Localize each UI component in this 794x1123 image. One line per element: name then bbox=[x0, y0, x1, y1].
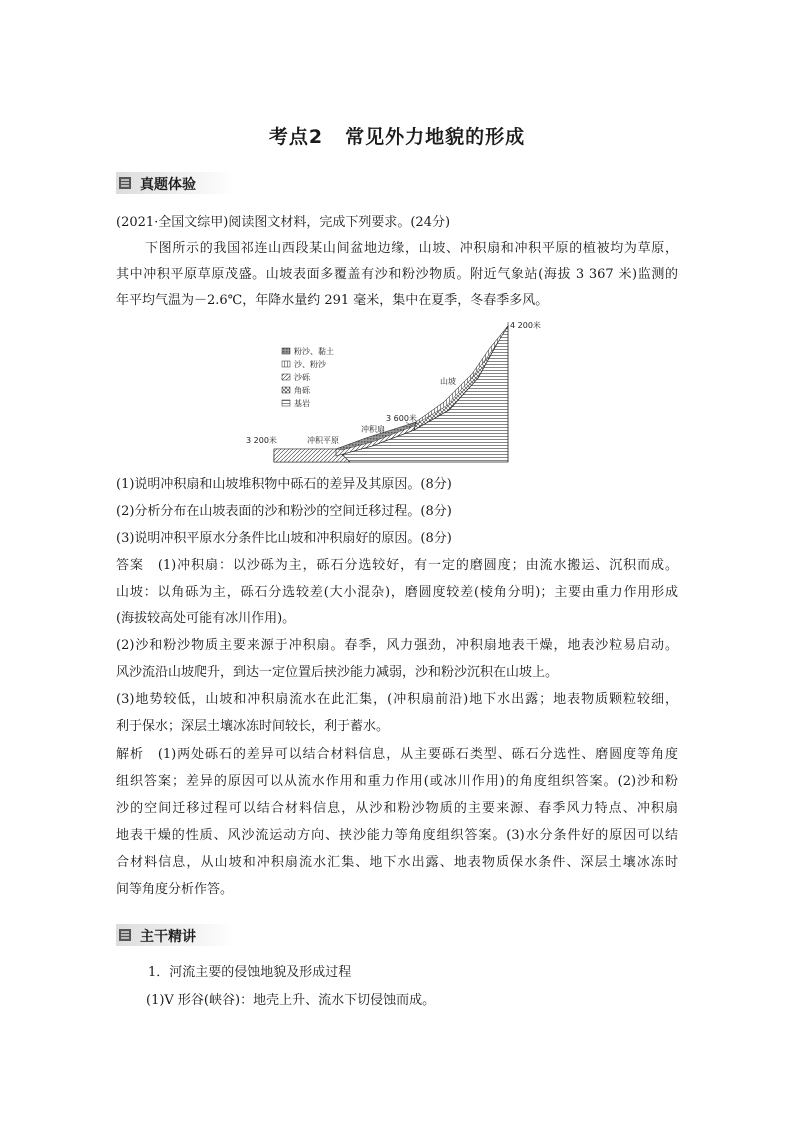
analysis-line: 解析 (1)两处砾石的差异可以结合材料信息，从主要砾石类型、砾石分选性、磨圆度等角度 bbox=[116, 747, 678, 762]
question-item: (3)说明冲积平原水分条件比山坡和冲积扇好的原因。(8分) bbox=[116, 531, 452, 546]
section-list-icon bbox=[119, 177, 131, 189]
material-line: 其中冲积平原草原茂盛。山坡表面多覆盖有沙和粉沙物质。附近气象站(海拔 3 367 米)监测的 bbox=[116, 267, 678, 282]
page-title bbox=[0, 122, 794, 149]
section-list-icon bbox=[119, 929, 131, 941]
answer-line: (海拔较高处可能有冰川作用)。 bbox=[116, 611, 296, 626]
plain-label: 冲积平原 bbox=[307, 436, 339, 445]
legend-item: 沙砾 bbox=[294, 373, 310, 382]
lecture-point: (1)V 形谷(峡谷)：地壳上升、流水下切侵蚀而成。 bbox=[146, 993, 436, 1008]
fan-label: 冲积扇 bbox=[361, 425, 385, 434]
analysis-line: 地表干燥的性质、风沙流运动方向、挟沙能力等角度组织答案。(3)水分条件好的原因可以结 bbox=[116, 828, 678, 843]
top-elevation-label: 4 200米 bbox=[510, 321, 541, 330]
question-source: (2021·全国文综甲)阅读图文材料，完成下列要求。(24分) bbox=[116, 215, 451, 230]
figure-legend bbox=[282, 346, 334, 408]
answer-line: 答案 (1)冲积扇：以沙砾为主，砾石分选较好，有一定的磨圆度；由流水搬运、沉积而成。 bbox=[116, 558, 678, 573]
lecture-heading: 1．河流主要的侵蚀地貌及形成过程 bbox=[148, 965, 352, 980]
legend-item: 基岩 bbox=[294, 399, 310, 408]
slope-label: 山坡 bbox=[440, 377, 456, 386]
landform-profile-diagram bbox=[244, 318, 541, 464]
base-elevation-label: 3 200米 bbox=[246, 436, 277, 445]
legend-item: 粉沙、黏土 bbox=[294, 347, 334, 356]
answer-line: 山坡：以角砾为主，砾石分选较差(大小混杂)，磨圆度较差(棱角分明)；主要由重力作用形成 bbox=[116, 585, 678, 600]
analysis-line: 组织答案；差异的原因可以从流水作用和重力作用(或冰川作用)的角度组织答案。(2)沙和粉 bbox=[116, 774, 678, 789]
question-item: (1)说明冲积扇和山坡堆积物中砾石的差异及其原因。(8分) bbox=[116, 477, 452, 492]
title-code: 考点2 bbox=[268, 126, 324, 148]
material-line: 下图所示的我国祁连山西段某山间盆地边缘，山坡、冲积扇和冲积平原的植被均为草原， bbox=[145, 241, 678, 256]
legend-item: 沙、粉沙 bbox=[294, 360, 326, 369]
analysis-line: 间等角度分析作答。 bbox=[116, 882, 234, 897]
answer-line: (3)地势较低，山坡和冲积扇流水在此汇集，(冲积扇前沿)地下水出露；地表物质颗粒较细， bbox=[116, 692, 678, 707]
material-line: 年平均气温为－2.6℃，年降水量约 291 毫米，集中在夏季，冬春季多风。 bbox=[116, 293, 549, 308]
legend-item: 角砾 bbox=[294, 386, 310, 395]
title-text: 常见外力地貌的形成 bbox=[345, 126, 526, 148]
mid-elevation-label: 3 600米 bbox=[386, 414, 417, 423]
answer-line: 风沙流沿山坡爬升，到达一定位置后挟沙能力减弱，沙和粉沙沉积在山坡上。 bbox=[116, 665, 559, 680]
analysis-line: 合材料信息，从山坡和冲积扇流水汇集、地下水出露、地表物质保水条件、深层土壤冰冻时 bbox=[116, 855, 678, 870]
section-header-zhenti bbox=[116, 172, 234, 194]
section-label: 真题体验 bbox=[140, 177, 196, 193]
answer-line: (2)沙和粉沙物质主要来源于冲积扇。春季，风力强劲，冲积扇地表干燥，地表沙粒易启动。 bbox=[116, 638, 678, 653]
answer-line: 利于保水；深层土壤冰冻时间较长，利于蓄水。 bbox=[116, 719, 390, 734]
section-header-zhugan bbox=[116, 924, 234, 946]
question-item: (2)分析分布在山坡表面的沙和粉沙的空间迁移过程。(8分) bbox=[116, 504, 452, 519]
analysis-line: 沙的空间迁移过程可以结合材料信息，从沙和粉沙物质的主要来源、春季风力特点、冲积扇 bbox=[116, 801, 678, 816]
section-label: 主干精讲 bbox=[140, 929, 196, 945]
